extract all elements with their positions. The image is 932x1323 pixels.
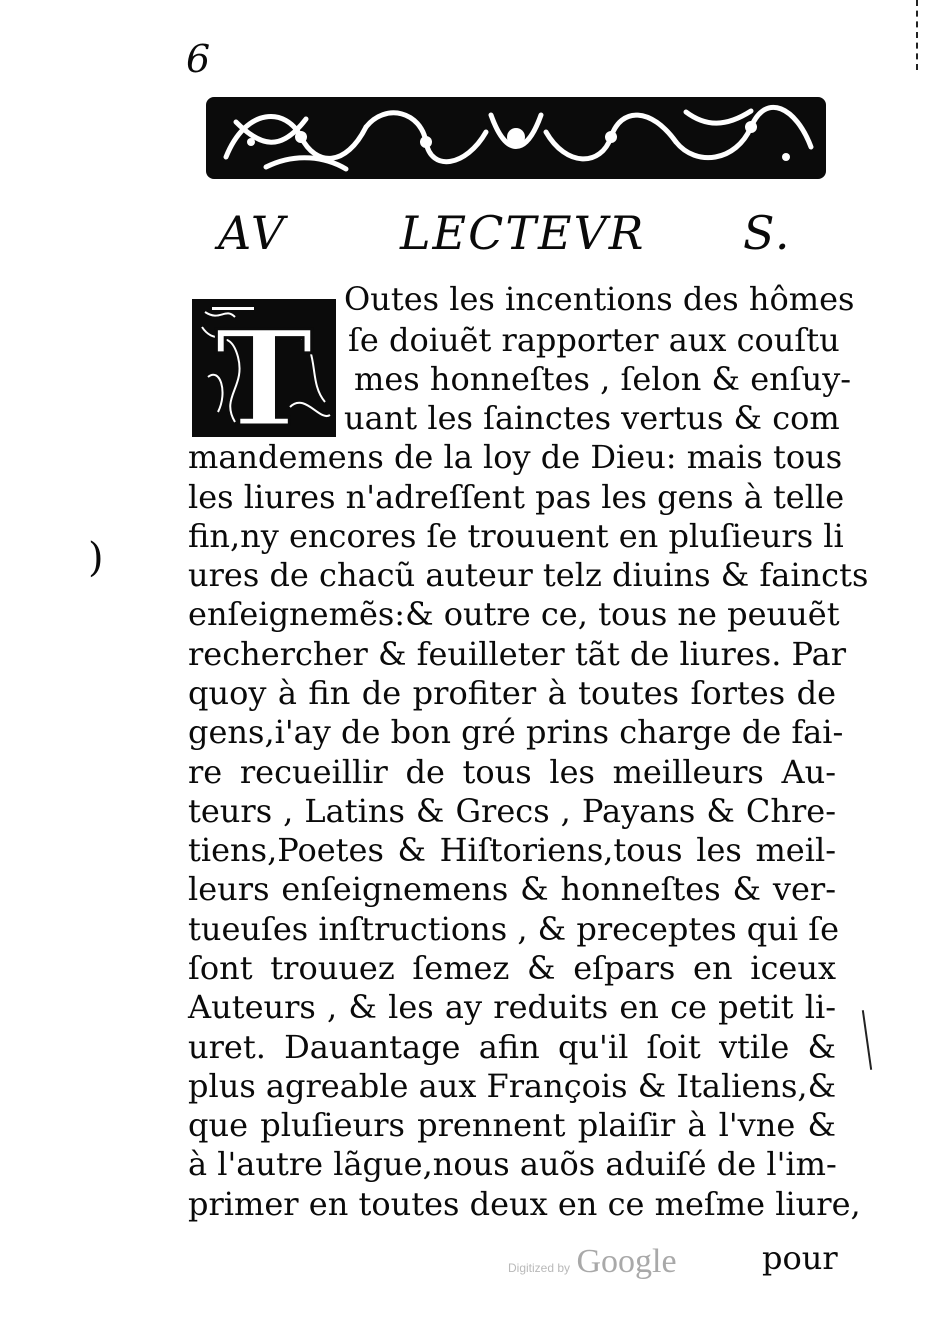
digitized-by-google-watermark — [508, 1243, 677, 1281]
margin-scratch-mark — [862, 1010, 872, 1070]
text-line-12: gens,i'ay de bon gré prins charge de fai- — [188, 713, 844, 751]
text-line-8: ures de chacũ auteur telz diuins & faincts — [188, 556, 869, 594]
page-number: 6 — [186, 37, 211, 81]
text-line-5: mandemens de la loy de Dieu: mais tous — [188, 438, 843, 476]
text-line-21: plus agreable aux François & Italiens,& — [188, 1067, 837, 1105]
gutter-edge-mark — [916, 0, 918, 70]
text-line-2: ſe doiuẽt rapporter aux couſtu — [348, 321, 840, 359]
ornamental-headpiece — [206, 97, 826, 179]
text-line-10: rechercher & feuilleter tãt de liures. Par — [188, 635, 846, 673]
text-line-14: teurs , Latins & Grecs , Payans & Chre- — [188, 792, 836, 830]
text-line-20: uret. Dauantage afin qu'il ſoit vtile & — [188, 1028, 836, 1066]
text-line-6: les liures n'adreſſent pas les gens à telle — [188, 478, 845, 516]
text-line-22: que pluſieurs prennent plaiſir à l'vne & — [188, 1106, 836, 1144]
text-line-13: re recueillir de tous les meilleurs Au- — [188, 753, 836, 791]
heading-word-1: AV — [218, 206, 287, 260]
text-line-7: fin,ny encores ſe trouuent en pluſieurs li — [188, 517, 844, 555]
text-line-19: Auteurs , & les ay reduits en ce petit li- — [188, 988, 836, 1026]
text-line-18: ſont trouuez ſemez & eſpars en iceux — [188, 949, 836, 987]
text-line-1: Outes les incentions des hômes — [344, 280, 855, 318]
text-line-3: mes honneſtes , ſelon & enſuy- — [354, 360, 852, 398]
watermark-brand: Google — [576, 1243, 677, 1280]
margin-bracket-mark: ) — [88, 535, 104, 581]
heading-word-3: S. — [743, 206, 792, 260]
heading-word-2: LECTEVR — [400, 206, 646, 260]
text-line-15: tiens,Poetes & Hiſtoriens,tous les meil- — [188, 831, 836, 869]
text-line-16: leurs enſeignemens & honneſtes & ver- — [188, 870, 836, 908]
section-heading — [218, 203, 838, 263]
watermark-prefix: Digitized by — [508, 1261, 571, 1275]
text-line-17: tueuſes inſtructions , & preceptes qui ſe — [188, 910, 840, 948]
text-line-11: quoy à fin de profiter à toutes ſortes de — [188, 674, 836, 712]
catchword: pour — [762, 1239, 838, 1277]
text-line-23: à l'autre lãgue,nous auõs aduiſé de l'im- — [188, 1145, 837, 1183]
text-line-24: primer en toutes deux en ce meſme liure, — [188, 1185, 861, 1223]
text-line-4: uant les ſainctes vertus & com — [344, 399, 840, 437]
text-line-9: enſeignemẽs:& outre ce, tous ne peuuẽt — [188, 595, 840, 633]
dropcap-letter: T — [214, 302, 314, 439]
dropcap-letter-t-image — [190, 297, 338, 439]
